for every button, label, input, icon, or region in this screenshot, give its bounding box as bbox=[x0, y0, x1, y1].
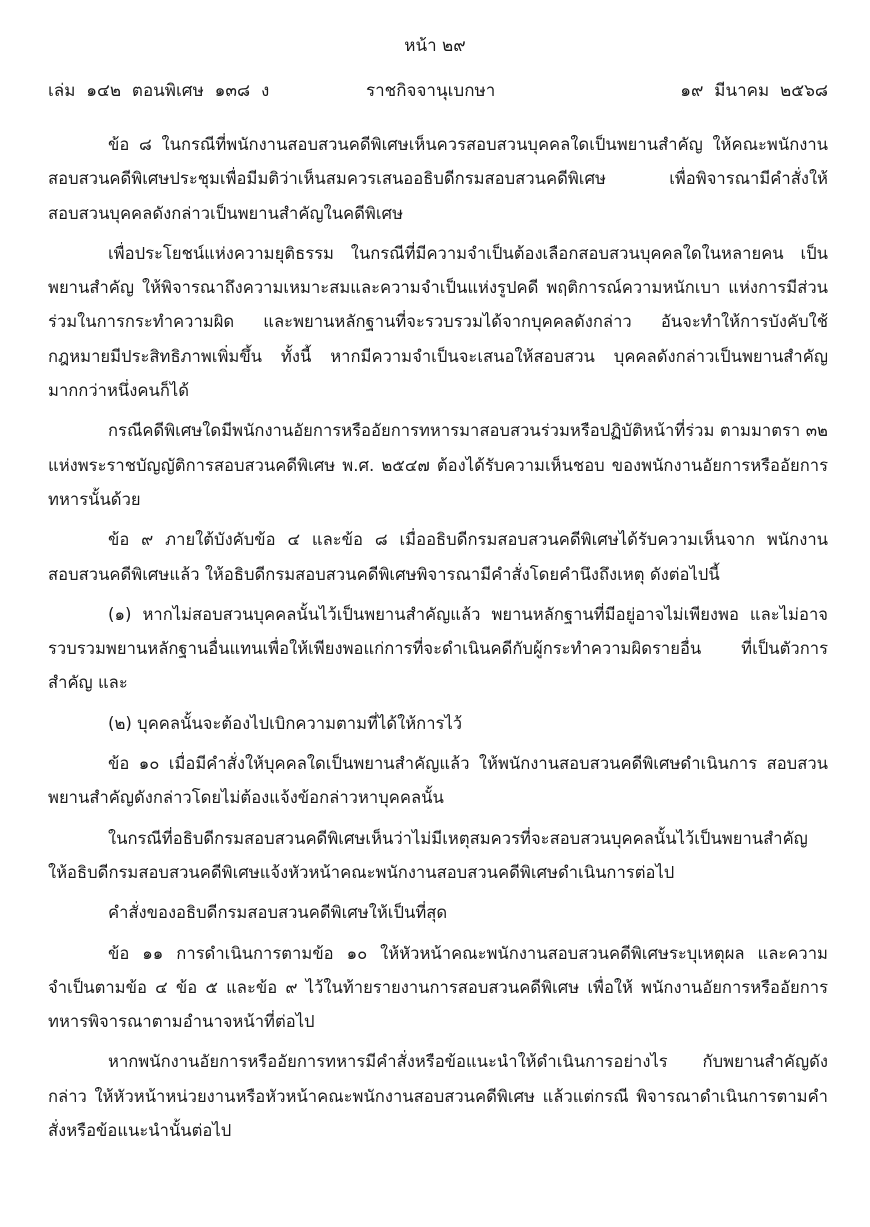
paragraph: (๒) บุคคลนั้นจะต้องไปเบิกความตามที่ได้ให้การไว้ bbox=[108, 713, 463, 733]
paragraph: ข้อ ๘ ในกรณีที่พนักงานสอบสวนคดีพิเศษเห็นควรสอบสวนบุคคลใดเป็นพยานสำคัญ ให้คณะพนักงานสอบสวนคดีพิเศษประชุมเพื่อมีมติว่าเห็นสมควรเสนออธิบดีกรมสอบสวนคดีพิเศษ เพื่อพิจารณามีคำสั่งให้สอบสวนบุคคลดังกล่าวเป็นพยานสำคัญในคดีพิเศษ bbox=[48, 135, 828, 223]
paragraph: ข้อ ๙ ภายใต้บังคับข้อ ๔ และข้อ ๘ เมื่ออธิบดีกรมสอบสวนคดีพิเศษได้รับความเห็นจาก พนักงานสอบสวนคดีพิเศษแล้ว ให้อธิบดีกรมสอบสวนคดีพิเศษพิจารณามีคำสั่งโดยคำนึงถึงเหตุ ดังต่อไปนี้ bbox=[48, 530, 828, 584]
publication-name: ราชกิจจานุเบกษา bbox=[366, 81, 496, 101]
paragraph: เพื่อประโยชน์แห่งความยุติธรรม ในกรณีที่มีความจำเป็นต้องเลือกสอบสวนบุคคลใดในหลายคน เป็นพยานสำคัญ ให้พิจารณาถึงความเหมาะสมและความจำเป็นแห่งรูปคดี พฤติการณ์ความหนักเบา แห่งการมีส่วนร่วมในการกระทำความผิด และพยานหลักฐานที่จะรวบรวมได้จากบุคคลดังกล่าว อันจะทำให้การบังคับใช้กฎหมายมีประสิทธิภาพเพิ่มขึ้น ทั้งนี้ หากมีความจำเป็นจะเสนอให้สอบสวน บุคคลดังกล่าวเป็นพยานสำคัญมากกว่าหนึ่งคนก็ได้ bbox=[48, 243, 828, 401]
document-body bbox=[48, 128, 828, 1154]
paragraph: ข้อ ๑๐ เมื่อมีคำสั่งให้บุคคลใดเป็นพยานสำคัญแล้ว ให้พนักงานสอบสวนคดีพิเศษดำเนินการ สอบสวนพยานสำคัญดังกล่าวโดยไม่ต้องแจ้งข้อกล่าวหาบุคคลนั้น bbox=[48, 754, 828, 808]
gazette-header bbox=[48, 78, 828, 104]
volume-issue: เล่ม ๑๔๒ ตอนพิเศษ ๑๓๘ ง bbox=[48, 81, 270, 101]
paragraph: (๑) หากไม่สอบสวนบุคคลนั้นไว้เป็นพยานสำคัญแล้ว พยานหลักฐานที่มีอยู่อาจไม่เพียงพอ และไม่อาจรวบรวมพยานหลักฐานอื่นแทนเพื่อให้เพียงพอแก่การที่จะดำเนินคดีกับผู้กระทำความผิดรายอื่น ที่เป็นตัวการสำคัญ และ bbox=[48, 604, 828, 693]
paragraph: คำสั่งของอธิบดีกรมสอบสวนคดีพิเศษให้เป็นที่สุด bbox=[108, 903, 448, 923]
paragraph: กรณีคดีพิเศษใดมีพนักงานอัยการหรืออัยการทหารมาสอบสวนร่วมหรือปฏิบัติหน้าที่ร่วม ตามมาตรา ๓๒ แห่งพระราชบัญญัติการสอบสวนคดีพิเศษ พ.ศ. ๒๕๔๗ ต้องได้รับความเห็นชอบ ของพนักงานอัยการหรืออัยการทหารนั้นด้วย bbox=[48, 421, 828, 509]
paragraph: ข้อ ๑๑ การดำเนินการตามข้อ ๑๐ ให้หัวหน้าคณะพนักงานสอบสวนคดีพิเศษระบุเหตุผล และความจำเป็นตามข้อ ๔ ข้อ ๕ และข้อ ๙ ไว้ในท้ายรายงานการสอบสวนคดีพิเศษ เพื่อให้ พนักงานอัยการหรืออัยการทหารพิจารณาตามอำนาจหน้าที่ต่อไป bbox=[48, 943, 828, 1032]
paragraph: ในกรณีที่อธิบดีกรมสอบสวนคดีพิเศษเห็นว่าไม่มีเหตุสมควรที่จะสอบสวนบุคคลนั้นไว้เป็นพยานสำคัญ ให้อธิบดีกรมสอบสวนคดีพิเศษแจ้งหัวหน้าคณะพนักงานสอบสวนคดีพิเศษดำเนินการต่อไป bbox=[48, 828, 808, 882]
page-number: หน้า ๒๙ bbox=[404, 36, 466, 56]
paragraph: หากพนักงานอัยการหรืออัยการทหารมีคำสั่งหรือข้อแนะนำให้ดำเนินการอย่างไร กับพยานสำคัญดังกล่าว ให้หัวหน้าหน่วยงานหรือหัวหน้าคณะพนักงานสอบสวนคดีพิเศษ แล้วแต่กรณี พิจารณาดำเนินการตามคำสั่งหรือข้อแนะนำนั้นต่อไป bbox=[48, 1052, 828, 1141]
publication-date: ๑๙ มีนาคม ๒๕๖๘ bbox=[680, 81, 828, 101]
